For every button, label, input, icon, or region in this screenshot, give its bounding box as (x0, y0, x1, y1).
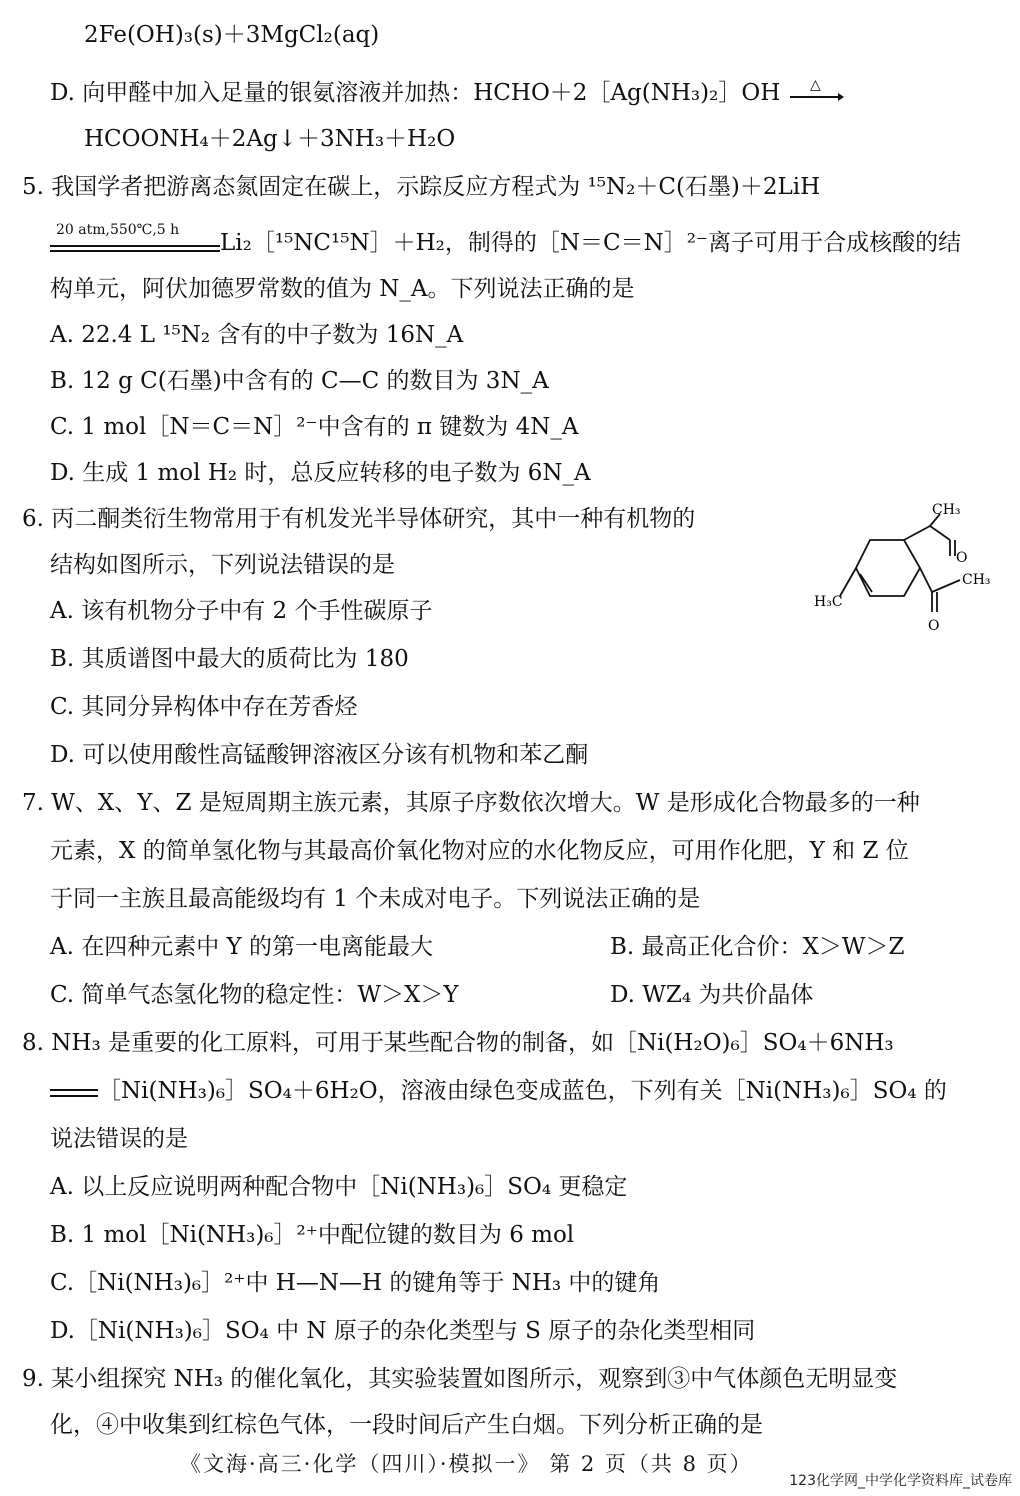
q8-stem-line2: ［Ni(NH₃)₆］SO₄＋6H₂O，溶液由绿色变成蓝色，下列有关［Ni(NH₃)₆］SO₄ 的 (50, 1076, 947, 1107)
q5-option-b: B. 12 g C(石墨)中含有的 C—C 的数目为 3N_A (50, 368, 549, 394)
q8-option-d: D.［Ni(NH₃)₆］SO₄ 中 N 原子的杂化类型与 S 原子的杂化类型相同 (50, 1318, 756, 1344)
q5-stem-line2: 20 atm,550℃,5 h Li₂［¹⁵NC¹⁵N］＋H₂，制得的［N＝C＝N］²⁻离子可用于合成核酸的结 (50, 228, 961, 259)
q6-option-d: D. 可以使用酸性高锰酸钾溶液区分该有机物和苯乙酮 (50, 742, 589, 768)
oxygen-bottom-label: O (928, 618, 940, 634)
q7-option-d: D. WZ₄ 为共价晶体 (610, 982, 814, 1008)
reaction-condition: 20 atm,550℃,5 h (50, 229, 220, 259)
equation-continuation: 2Fe(OH)₃(s)＋3MgCl₂(aq) (84, 22, 380, 48)
q8-option-a: A. 以上反应说明两种配合物中［Ni(NH₃)₆］SO₄ 更稳定 (50, 1174, 628, 1200)
page-footer: 《文海·高三·化学（四川）·模拟一》 第 2 页（共 8 页） (180, 1452, 753, 1476)
q6-option-a: A. 该有机物分子中有 2 个手性碳原子 (50, 598, 433, 624)
q7-stem-line1: 7. W、X、Y、Z 是短周期主族元素，其原子序数依次增大。W 是形成化合物最多的一种 (22, 790, 920, 816)
q7-stem-line3: 于同一主族且最高能级均有 1 个未成对电子。下列说法正确的是 (50, 886, 701, 912)
q6-stem-line1: 6. 丙二酮类衍生物常用于有机发光半导体研究，其中一种有机物的 (22, 506, 696, 532)
equals-sign-icon (50, 1077, 98, 1107)
q5-stem-line1: 5. 我国学者把游离态氮固定在碳上，示踪反应方程式为 ¹⁵N₂＋C(石墨)＋2LiH (22, 174, 821, 200)
q7-option-c: C. 简单气态氢化物的稳定性：W＞X＞Y (50, 982, 459, 1008)
h3c-label: H₃C (814, 594, 843, 610)
watermark: 123化学网_中学化学资料库_试卷库 (789, 1473, 1012, 1489)
ch3-top-label: CH₃ (932, 502, 961, 518)
q8-option-b: B. 1 mol［Ni(NH₃)₆］²⁺中配位键的数目为 6 mol (50, 1222, 575, 1248)
ch3-right-label: CH₃ (962, 572, 991, 588)
q7-option-b: B. 最高正化合价：X＞W＞Z (610, 934, 905, 960)
q5-option-d: D. 生成 1 mol H₂ 时，总反应转移的电子数为 6N_A (50, 460, 591, 486)
q5-stem-line3: 构单元，阿伏加德罗常数的值为 N_A。下列说法正确的是 (50, 276, 635, 302)
q8-option-c: C.［Ni(NH₃)₆］²⁺中 H—N—H 的键角等于 NH₃ 中的键角 (50, 1270, 661, 1296)
heat-arrow-icon (788, 79, 844, 109)
q8-stem-line3: 说法错误的是 (50, 1126, 188, 1152)
q7-option-a: A. 在四种元素中 Y 的第一电离能最大 (50, 934, 434, 960)
q8-stem-line1: 8. NH₃ 是重要的化工原料，可用于某些配合物的制备，如［Ni(H₂O)₆］SO₄＋6NH₃ (22, 1030, 894, 1056)
q6-stem-line2: 结构如图所示，下列说法错误的是 (50, 552, 395, 578)
q9-stem-line2: 化，④中收集到红棕色气体，一段时间后产生白烟。下列分析正确的是 (50, 1412, 763, 1438)
molecule-structure (800, 500, 1000, 640)
q4-option-d-line1: D. 向甲醛中加入足量的银氨溶液并加热：HCHO＋2［Ag(NH₃)₂］OH △ (50, 78, 844, 109)
heat-symbol: △ (809, 79, 821, 93)
q5-option-a: A. 22.4 L ¹⁵N₂ 含有的中子数为 16N_A (50, 322, 464, 348)
q6-option-b: B. 其质谱图中最大的质荷比为 180 (50, 646, 409, 672)
oxygen-top-label: O (956, 550, 968, 566)
q7-stem-line2: 元素，X 的简单氢化物与其最高价氧化物对应的水化物反应，可用作化肥，Y 和 Z 位 (50, 838, 909, 864)
q5-option-c: C. 1 mol［N＝C＝N］²⁻中含有的 π 键数为 4N_A (50, 414, 579, 440)
q6-option-c: C. 其同分异构体中存在芳香烃 (50, 694, 358, 720)
q9-stem-line1: 9. 某小组探究 NH₃ 的催化氧化，其实验装置如图所示，观察到③中气体颜色无明显变 (22, 1366, 898, 1392)
q4-option-d-line2: HCOONH₄＋2Ag↓＋3NH₃＋H₂O (84, 126, 456, 152)
